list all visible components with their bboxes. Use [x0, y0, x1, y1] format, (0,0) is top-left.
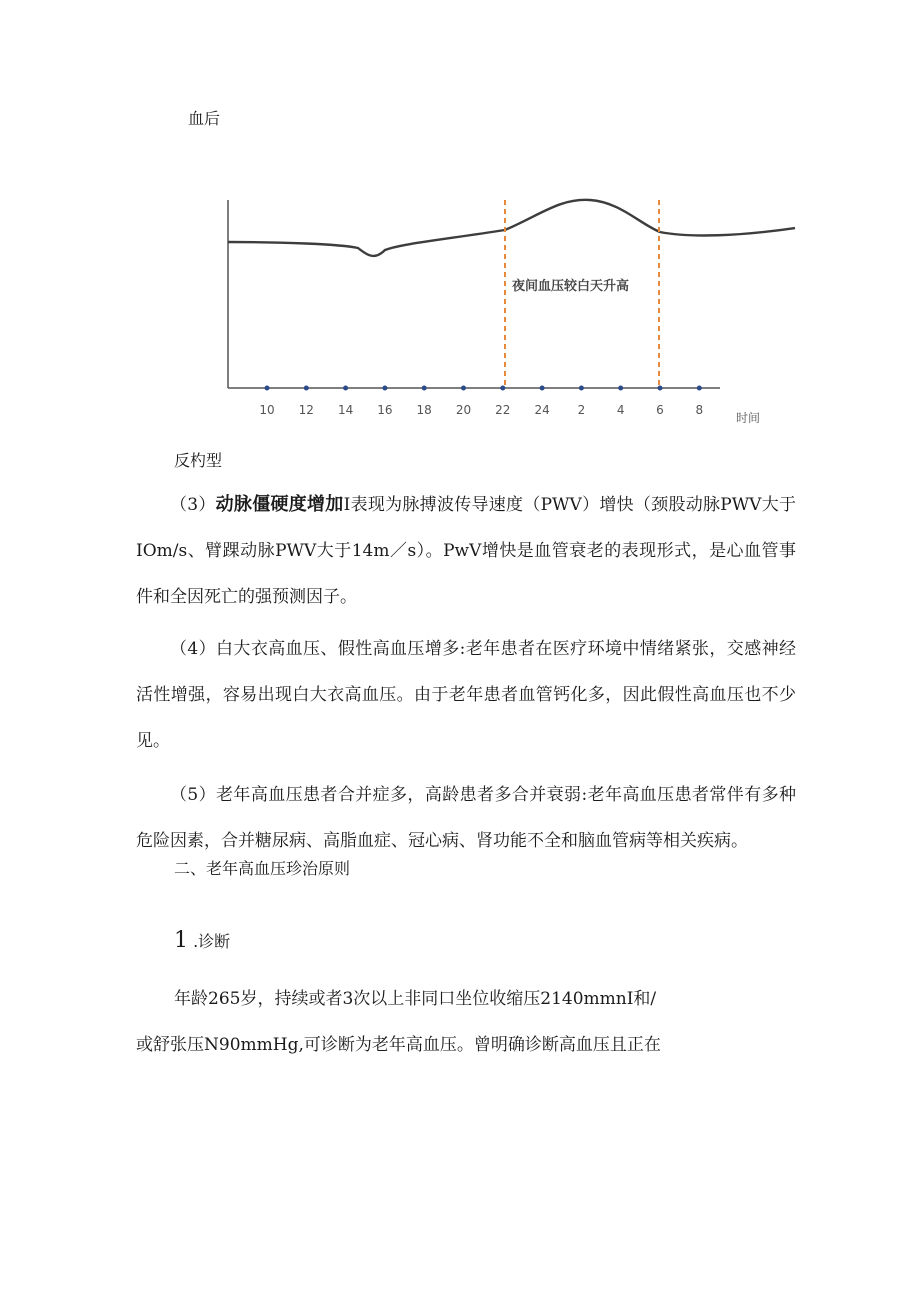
subsection-heading-1	[174, 928, 230, 953]
x-tick-dot-18	[422, 386, 427, 391]
x-tick-dot-20	[461, 386, 466, 391]
x-tick-dot-22	[500, 386, 505, 391]
x-tick-label-16: 16	[377, 403, 393, 417]
figure-top-caption: 血后	[188, 109, 221, 128]
x-tick-label-24: 24	[534, 403, 550, 417]
x-axis-label: 时间	[736, 411, 761, 425]
x-tick-dot-4	[618, 386, 623, 391]
subsection-title: .诊断	[193, 932, 231, 951]
paragraph-4: （4）白大衣高血压、假性高血压增多:老年患者在医疗环境中情绪紧张，交感神经活性增强，容易出现白大衣高血压。由于老年患者血管钙化多，因此假性高血压也不少见。	[136, 639, 796, 751]
diagnosis-line-2: 或舒张压N90mmHg,可诊断为老年高血压。曾明确诊断高血压且正在	[136, 1035, 661, 1055]
x-tick-label-8: 8	[695, 403, 704, 417]
x-tick-dot-24	[540, 386, 545, 391]
x-tick-dot-8	[697, 386, 702, 391]
section-heading-2: 二、老年高血压珍治原则	[174, 859, 351, 878]
x-tick-dot-6	[658, 386, 663, 391]
x-tick-label-2: 2	[577, 403, 586, 417]
x-tick-label-10: 10	[259, 403, 275, 417]
paragraph-5: （5）老年高血压患者合并症多，高龄患者多合并衰弱:老年高血压患者常伴有多种危险因素，合并糖尿病、高脂血症、冠心病、肾功能不全和脑血管病等相关疾病。	[136, 785, 796, 851]
x-tick-label-6: 6	[656, 403, 664, 417]
p3-bold-heading: 动脉僵硬度增加	[215, 494, 344, 515]
bp-curve	[228, 200, 795, 256]
x-tick-dot-12	[304, 386, 309, 391]
x-tick-group	[259, 386, 703, 418]
p3-text: I表现为脉搏波传导速度（PWV）增快（颈股动脉PWV大于IOm/s、臂踝动脉PWV大于14m／s）。PwV增快是血管衰老的表现形式，是心血管事件和全因死亡的强预测因子。	[136, 495, 797, 607]
figure-bottom-caption: 反杓型	[174, 451, 223, 470]
x-tick-label-4: 4	[616, 403, 625, 417]
x-tick-label-22: 22	[495, 403, 511, 417]
x-tick-label-20: 20	[455, 403, 472, 417]
x-tick-dot-10	[265, 386, 270, 391]
x-tick-label-18: 18	[416, 403, 432, 417]
x-tick-label-14: 14	[337, 403, 354, 417]
subsection-number: 1	[174, 928, 188, 953]
p3-number: （3）	[170, 495, 216, 515]
paragraph-3	[136, 482, 796, 620]
x-tick-dot-16	[382, 386, 387, 391]
night-bp-annotation: 夜间血压较白天升高	[512, 279, 630, 294]
blood-pressure-chart	[200, 180, 800, 430]
diagnosis-line-1: 年龄265岁，持续或者3次以上非同口坐位收缩压2140mmnI和/	[174, 989, 657, 1009]
x-tick-dot-14	[343, 386, 348, 391]
x-tick-dot-2	[579, 386, 584, 391]
x-tick-label-12: 12	[298, 403, 314, 417]
